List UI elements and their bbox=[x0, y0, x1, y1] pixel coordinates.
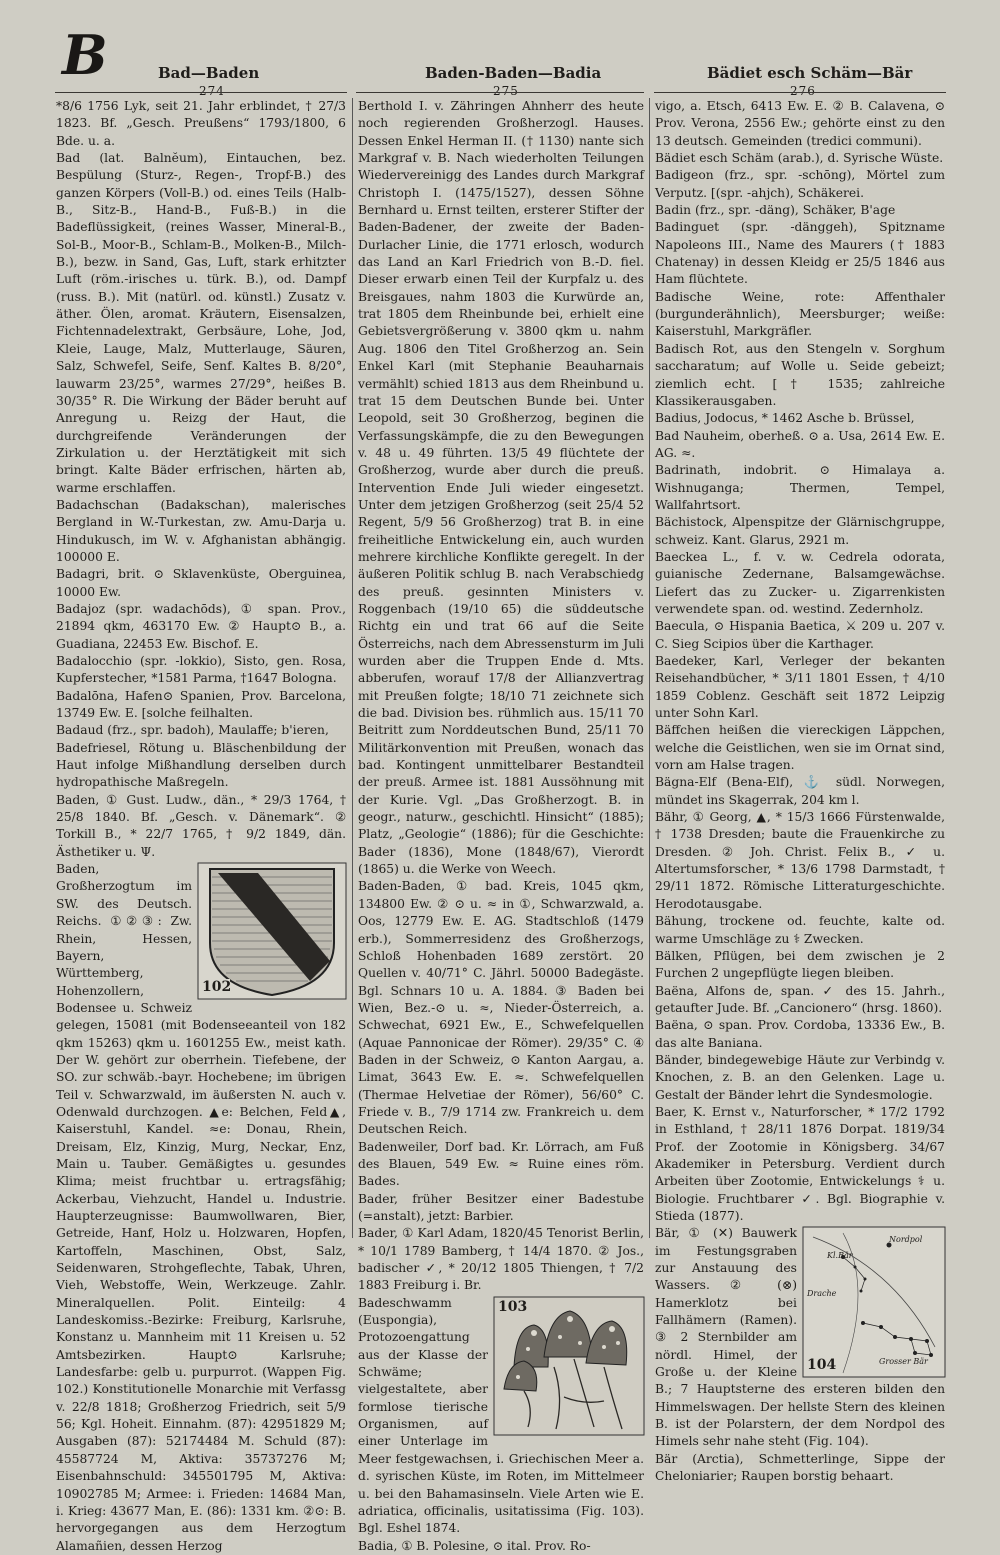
entry-badefriesel: Badefriesel, Rötung u. Bläschenbildung der Haut infolge Mißhandlung derselben durch hydropathische Maßregeln. bbox=[56, 740, 346, 790]
column-2 bbox=[358, 98, 644, 1553]
page-number-mid: 275 bbox=[493, 84, 519, 98]
entry-baer-multi: Bär, ① (✕) Bauwerk im Festungsgraben zur Anstauung des Wassers. ② (⊗) Hamerklotz bei Fallhämern (Ramen). ③ 2 Sternbilder am nördl. Himel, der Große u. der Kleine B.; 7 Hauptsterne des ersteren bilden den Himmelswagen. Der hellste Stern des kleinen B. ist der Polarstern, der dem Nordpol des Himels sehr nahe steht (Fig. 104). bbox=[655, 1226, 945, 1449]
entry-badia-cont: vigo, a. Etsch, 6413 Ew. E. ② B. Calavena, ⊙ Prov. Verona, 2556 Ew.; gehörte einst zu den 13 deutsch. Gemeinden (tredici communi). bbox=[655, 99, 945, 148]
entry-baden-persons: Baden, ① Gust. Ludw., dän., * 29/3 1764, † 25/8 1840. Bf. „Gesch. v. Dänemark“. ② Torkill B., * 22/7 1765, † 9/2 1849, dän. Ästhetiker u. Ψ. bbox=[56, 792, 346, 859]
entry-badalona: Badalōna, Hafen⊙ Spanien, Prov. Barcelona, 13749 Ew. E. [solche feilhalten. bbox=[56, 688, 346, 721]
entry-badinguet: Badinguet (spr. -dänggeh), Spitzname Napoleons III., Name des Maurers († 1883 Chatenay) in dessen Kleidg er 25/5 1846 aus Ham flüchtete. bbox=[655, 220, 945, 287]
entry-badigeon: Badigeon (frz., spr. -schōng), Mörtel zum Verputz. [(spr. -ahjch), Schäkerei. bbox=[655, 168, 945, 200]
entry-baer-arctia: Bär (Arctia), Schmetterlinge, Sippe der Cheloniarier; Raupen borstig behaart. bbox=[655, 1451, 945, 1484]
header-rule-right bbox=[654, 92, 946, 93]
entry-badische-weine: Badische Weine, rote: Affenthaler (burgunderähnlich), Meersburger; weiße: Kaiserstuhl, Markgräfler. bbox=[655, 289, 945, 339]
figure-104-label: 104 bbox=[807, 1357, 837, 1374]
entry-badiet: Bädiet esch Schäm (arab.), d. Syrische Wüste. bbox=[655, 151, 944, 166]
column-divider-2 bbox=[649, 98, 650, 1238]
entry-badisch-rot: Badisch Rot, aus den Stengeln v. Sorghum saccharatum; auf Wolle u. Seide gebeizt; ziemlich echt. [† 1535; zahlreiche Klassikerausgaben. bbox=[655, 341, 945, 408]
entry-badachschan: Badachschan (Badakschan), malerisches Bergland in W.-Turkestan, zw. Amu-Darja u. Hindukusch, im W. v. Afghanistan abhängig. 100000 E. bbox=[56, 497, 346, 564]
figure-103-sponge bbox=[494, 1297, 644, 1435]
label-drache: Drache bbox=[807, 1289, 837, 1299]
label-kleiner-baer: Kl.Bär bbox=[827, 1251, 853, 1261]
entry-baden-state: Baden, Großherzogtum im SW. des Deutsch. Reichs. ①②③: Zw. Rhein, Hessen, Bayern, Württemberg, Hohenzollern, Bodensee u. Schweiz gelegen, 15081 (mit Bodenseeanteil von 182 qkm 15263) qkm u. 1601255 Ew., meist kath. Der W. gehört zur oberrhein. Tiefebene, der SO. zur schwäb.-bayr. Hochebene; im übrigen Teil v. Schwarzwald, im äußersten N. auch v. Odenwald durchzogen. ▲e: Belchen, Feld▲, Kaiserstuhl, Kandel. ≈e: Donau, Rhein, Dreisam, Elz, Kinzig, Murg, Neckar, Enz, Main u. Tauber. Gemäßigtes u. gesundes Klima; meist fruchtbar u. ertragsfähig; Ackerbau, Viehzucht, Handel u. Industrie. Haupterzeugnisse: Baumwollwaren, Bier, Getreide, Hanf, Holz u. Holzwaren, Hopfen, Kartoffeln, Maschinen, Obst, Salz, Seidenwaren, Strohgeflechte, Tabak, Uhren, Vieh, Webstoffe, Wein, Werkzeuge. Zahlr. Mineralquellen. Polit. Einteilg: 4 Landeskomiss.-Bezirke: Freiburg, Karlsruhe, Konstanz u. Mannheim mit 11 Kreisen u. 52 Amtsbezirken. Haupt⊙ Karlsruhe; Landesfarbe: gelb u. purpurrot. (Wappen Fig. 102.) Konstitutionelle Monarchie mit Verfassg v. 22/8 1818; Großherzog Friedrich, seit 5/9 56; Kgl. Hoheit. Einnahm. (87): 42951829 M; Ausgaben (87): 52174484 M. Schuld (87): 45587724 M, Aktiva: 35737276 M; Eisenbahnschuld: 345501795 M, Aktiva: 10902785 M; Armee: i. Frieden: 14684 Man, i. Krieg: 43677 Man, E. (86): 1331 km. ②⊙: B. hervorgegangen aus dem Herzogtum Alamañien, dessen Herzog bbox=[56, 862, 346, 1553]
entry-baedeker: Baedeker, Karl, Verleger der bekanten Reisehandbücher, * 3/11 1801 Essen, † 4/10 1859 Coblenz. Geschäft seit 1872 Leipzig unter Sohn Karl. bbox=[655, 654, 945, 721]
header-rule-mid bbox=[356, 92, 644, 93]
entry-baeffchen: Bäffchen heißen die viereckigen Läppchen, welche die Geistlichen, wen sie im Ornat sind, vorn am Halse tragen. bbox=[655, 723, 945, 773]
header-rule-left bbox=[55, 92, 347, 93]
entry-bader-barber: Bader, früher Besitzer einer Badestube (=anstalt), jetzt: Barbier. bbox=[358, 1191, 644, 1223]
entry-baelken: Bälken, Pflügen, bei dem zwischen je 2 Furchen 2 ungepflügte liegen bleiben. bbox=[655, 948, 945, 981]
entry-continuation: *8/6 1756 Lyk, seit 21. Jahr erblindet, † 27/3 1823. Bf. „Gesch. Preußens“ 1793/1800, 6 Bde. u. a. bbox=[56, 99, 346, 148]
entry-badeschwamm: Badeschwamm (Euspongia), Protozoengattung aus der Klasse der Schwäme; vielgestaltete, aber formlose tierische Organismen, auf einer Unterlage im Meer festgewachsen, i. Griechischen Meer a. d. syrischen Küste, im Roten, im Mittelmeer u. bei den Bahamasinseln. Viele Arten wie E. adriatica, officinalis, usitatissima (Fig. 103). Bgl. Eshel 1874. bbox=[358, 1295, 644, 1536]
section-letter: B bbox=[62, 23, 108, 87]
column-3 bbox=[655, 98, 945, 1484]
entry-badrinath: Badrinath, indobrit. ⊙ Himalaya a. Wishnuganga; Thermen, Tempel, Wallfahrtsort. bbox=[655, 463, 945, 512]
figure-103-label: 103 bbox=[498, 1298, 528, 1315]
entry-badagri: Badagri, brit. ⊙ Sklavenküste, Oberguinea, 10000 Ew. bbox=[56, 567, 346, 599]
entry-badaud: Badaud (frz., spr. badoh), Maulaffe; b'ieren, bbox=[56, 723, 329, 738]
entry-baeckea: Baeckea L., f. v. w. Cedrela odorata, guianische Zedernane, Balsamgewächse. Liefert das zu Zucker- u. Zigarrenkisten verwendete span. od. westind. Zedernholz. bbox=[655, 549, 945, 616]
entry-baegna-elf: Bägna-Elf (Bena-Elf), ⚓ südl. Norwegen, mündet ins Skagerrak, 204 km l. bbox=[655, 775, 945, 807]
right-running-head: Bädiet esch Schäm—Bär bbox=[707, 64, 913, 82]
figure-104-star-chart bbox=[803, 1227, 945, 1377]
entry-badia: Badia, ① B. Polesine, ⊙ ital. Prov. Ro- bbox=[358, 1538, 591, 1553]
figure-102-coat-of-arms bbox=[198, 863, 346, 999]
entry-badalocchio: Badalocchio (spr. -lokkio), Sisto, gen. Rosa, Kupferstecher, *1581 Parma, †1647 Bologna. bbox=[56, 654, 346, 686]
page-number-right: 276 bbox=[790, 84, 816, 98]
entry-badius: Badius, Jodocus, * 1462 Asche b. Brüssel, bbox=[655, 411, 915, 426]
left-running-head: Bad—Baden bbox=[158, 64, 260, 82]
figure-102-label: 102 bbox=[202, 979, 232, 996]
entry-badajoz: Badajoz (spr. wadachōds), ① span. Prov., 21894 qkm, 463170 Ew. ② Haupt⊙ B., a. Guadiana, 22453 Ew. Bischof. E. bbox=[56, 601, 346, 651]
label-grosser-baer: Grosser Bär bbox=[879, 1357, 928, 1367]
sponge-illustration-icon bbox=[494, 1297, 644, 1435]
entry-badenweiler: Badenweiler, Dorf bad. Kr. Lörrach, am Fuß des Blauen, 549 Ew. ≈ Ruine eines röm. Bades. bbox=[358, 1139, 644, 1189]
middle-running-head: Baden-Baden—Badia bbox=[425, 64, 602, 82]
entry-baden-baden: Baden-Baden, ① bad. Kreis, 1045 qkm, 134800 Ew. ② ⊙ u. ≈ in ①, Schwarzwald, a. Oos, 12779 Ew. E. AG. Stadtschloß (1479 erb.), Sommerresidenz des Großherzogs, Schloß Hohenbaden 1689 zerstört. 20 Quellen v. 40/71° C. Jährl. 50000 Badegäste. Bgl. Schnars 10 u. A. 1884. ③ Baden bei Wien, Bez.-⊙ u. ≈, Nieder-Österreich, a. Schwechat, 6921 Ew., E., Schwefelquellen (Aquae Pannonicae der Römer). 29/35° C. ④ Baden in der Schweiz, ⊙ Kanton Aargau, a. Limat, 3643 Ew. E. ≈. Schwefelquellen (Thermae Helvetiae der Römer), 56/60° C. Friede v. B., 7/9 1714 zw. Frankreich u. dem Deutschen Reich. bbox=[358, 879, 644, 1137]
entry-baehr: Bähr, ① Georg, ▲, * 15/3 1666 Fürstenwalde, † 1738 Dresden; baute die Frauenkirche zu Dresden. ② Joh. Christ. Felix B., ✓ u. Altertumsforscher, * 13/6 1798 Darmstadt, † 29/11 1872. Römische Litteraturgeschichte. Herodotausgabe. bbox=[655, 810, 945, 911]
entry-bad: Bad (lat. Balnĕum), Eintauchen, bez. Bespülung (Sturz-, Regen-, Tropf-B.) des ganzen Körpers (Voll-B.) od. eines Teils (Halb-B., Sitz-B., Hand-B., Fuß-B.) in die Badeflüssigkeit, (reines Wasser, Mineral-B., Sol-B., Moor-B., Schlam-B., Molken-B., Milch-B.), bezw. in Sand, Gas, Luft, stark erhitzter Luft (röm.-irisches u. türk. B.), od. Dampf (russ. B.). Mit (natürl. od. künstl.) Zusatz v. äther. Ölen, aromat. Kräutern, Eisensalzen, Fichtennadelextrakt, Gerbsäure, Lohe, Jod, Kleie, Lauge, Malz, Mutterlauge, Säuren, Salz, Schwefel, Seife, Senf. Kaltes B. 8/20°, lauwarm 23/25°, warmes 27/29°, heißes B. 30/35° R. Die Wirkung der Bäder beruht auf Anregung u. Reizg der Haut, die durchgreifende Veränderungen der Zirkulation u. der Herztätigkeit mit sich bringt. Kalte Bäder erfrischen, härten ab, warme erschlaffen. bbox=[56, 151, 346, 495]
entry-baena-town: Baëna, ⊙ span. Prov. Cordoba, 13336 Ew., B. das alte Baniana. bbox=[655, 1018, 945, 1050]
label-nordpol: Nordpol bbox=[889, 1235, 923, 1245]
entry-baena-alfons: Baëna, Alfons de, span. ✓ des 15. Jahrh., getaufter Jude. Bf. „Cancionero“ (hrsg. 1860). bbox=[655, 983, 945, 1015]
entry-badin: Badin (frz., spr. -däng), Schäker, B'age bbox=[655, 203, 896, 218]
page-number-left: 274 bbox=[199, 84, 225, 98]
column-1 bbox=[56, 98, 346, 1553]
entry-baecula: Baecula, ⊙ Hispania Baetica, ⚔ 209 u. 207 v. C. Sieg Scipios über die Karthager. bbox=[655, 619, 945, 651]
entry-baehung: Bähung, trockene od. feuchte, kalte od. warme Umschläge zu ⚕ Zwecken. bbox=[655, 914, 945, 946]
entry-bader-persons: Bader, ① Karl Adam, 1820/45 Tenorist Berlin, * 10/1 1789 Bamberg, † 14/4 1870. ② Jos., badischer ✓, * 20/12 1805 Thiengen, † 7/2 1883 Freiburg i. Br. bbox=[358, 1226, 644, 1293]
entry-baender: Bänder, bindegewebige Häute zur Verbindg v. Knochen, z. B. an den Gelenken. Lage u. Gestalt der Bänder lehrt die Syndesmologie. bbox=[655, 1052, 945, 1102]
column-divider-1 bbox=[352, 98, 353, 1238]
entry-bad-nauheim: Bad Nauheim, oberheß. ⊙ a. Usa, 2614 Ew. E. AG. ≈. bbox=[655, 428, 945, 460]
entry-baechistock: Bächistock, Alpenspitze der Glärnischgruppe, schweiz. Kant. Glarus, 2921 m. bbox=[655, 515, 945, 547]
entry-baden-history: Berthold I. v. Zähringen Ahnherr des heute noch regierenden Großherzogl. Hauses. Dessen Enkel Herman II. († 1130) nante sich Markgraf v. B. Nach wiederholten Teilungen Wiedervereinigg des Landes durch Markgraf Christoph I. (1475/1527), dessen Söhne Bernhard u. Ernst teilten, ersterer Stifter der Baden-Badener, der zweite der Baden-Durlacher Linie, die 1771 erlosch, wodurch das Land an Karl Friedrich von B.-D. fiel. Dieser erwarb einen Teil der Kurpfalz u. des Breisgaues, nahm 1803 die Kurwürde an, trat 1805 dem Rheinbunde bei, erhielt eine Gebietsvergrößerung v. 3800 qkm u. nahm Aug. 1806 den Titel Großherzog an. Sein Enkel Karl (mit Stephanie Beauharnais vermählt) schied 1813 aus dem Rheinbund u. trat 15 dem Deutschen Bunde bei. Unter Leopold, seit 30 Großherzog, beginen die Verfassungskämpfe, die zu den Bewegungen v. 48 u. 49 führten. 13/5 49 flüchtete der Großherzog, wurde aber durch die preuß. Intervention Ende Juli wieder eingesetzt. Unter dem jetzigen Großherzog (seit 25/4 52 Regent, 5/9 56 Großherzog) trat B. in eine freiheitliche Entwickelung ein, auch wurden mehrere kirchliche Konflikte geregelt. In der äußeren Politik schlug B. nach Verabschiedg des preuß. gesinnten Ministers v. Roggenbach (19/10 65) die süddeutsche Richtg ein und trat 66 auf die Seite Österreichs, nach dem Abressensturm im Juli wurden aber die Truppen Ende d. Mts. abberufen, worauf 17/8 der Allianzvertrag mit Preußen folgte; 18/10 71 zeichnete sich die bad. Division bes. rühmlich aus. 15/11 70 Beitritt zum Norddeutschen Bund, 25/11 70 Militärkonvention mit Preußen, wonach das bad. Kontingent unmittelbarer Bestandteil der preuß. Armee ist. 1881 Aussöhnung mit der Kurie. Vgl. „Das Großherzogt. B. in geogr., naturw., geschichtl. Hinsicht“ (1885); Platz, „Geologie“ (1886); für die Geschichte: Bader (1836), Mone (1848/67), Vierordt (1865) u. die Werke von Weech. bbox=[358, 99, 644, 877]
entry-baer-ernst: Baer, K. Ernst v., Naturforscher, * 17/2 1792 in Esthland, † 28/11 1876 Dorpat. 1819/34 Prof. der Zootomie in Königsberg. 34/67 Akademiker in Petersburg. Verdient durch Arbeiten über Zootomie, Entwickelungs ⚕ u. Biologie. Fruchtbarer ✓. Bgl. Biographie v. Stieda (1877). bbox=[655, 1104, 945, 1223]
